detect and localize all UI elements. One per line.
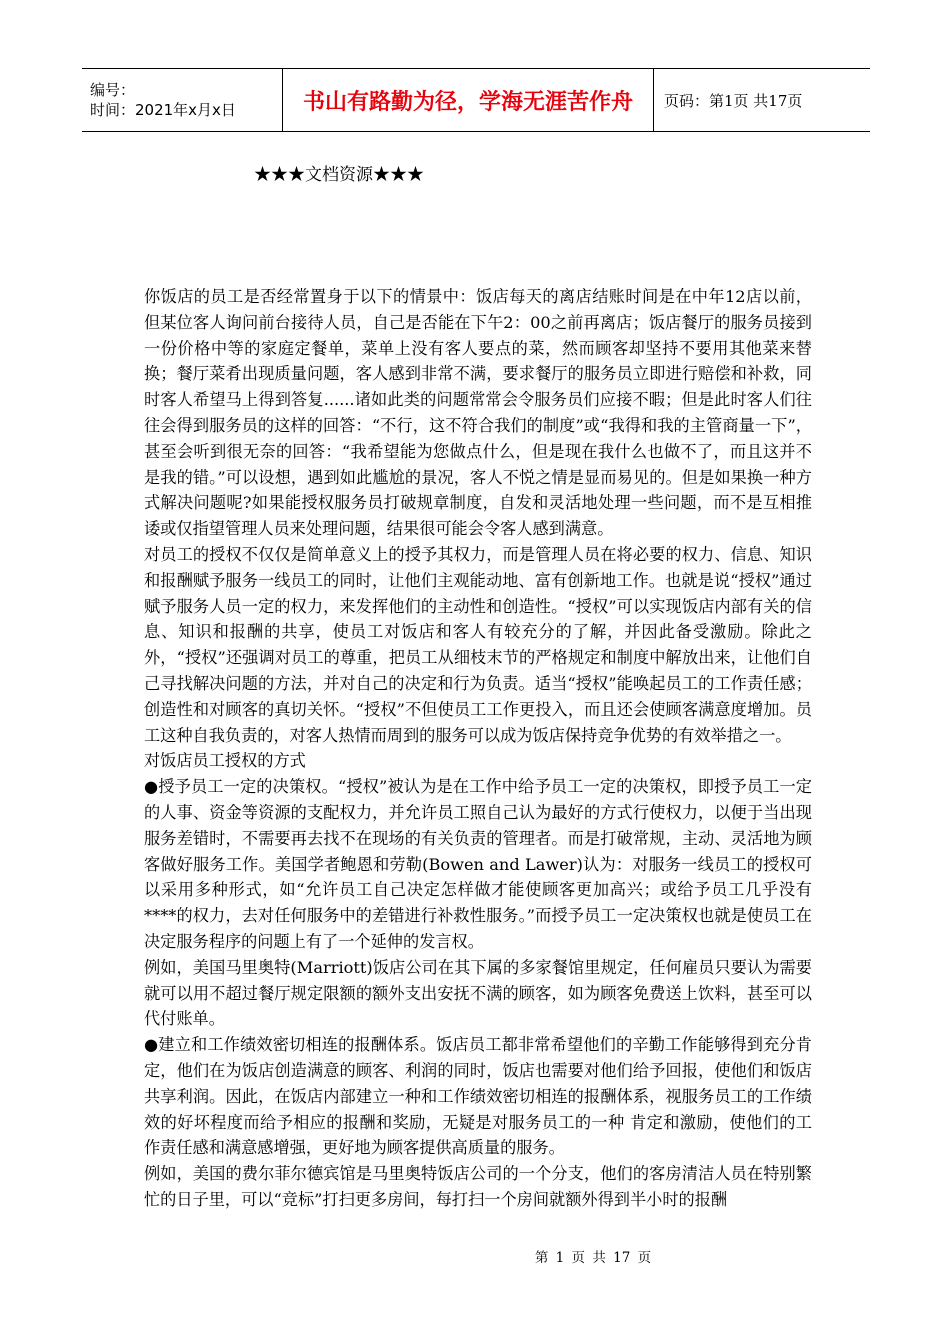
section-heading: 对饭店员工授权的方式	[144, 751, 306, 771]
document-date: 时间：2021年x月x日	[90, 101, 236, 119]
paragraph: 例如，美国的费尔菲尔德宾馆是马里奥特饭店公司的一个分支，他们的客房清洁人员在特别繁忙的日子里，可以“竞标”打扫更多房间，每打扫一个房间就额外得到半小时的报酬	[144, 1164, 812, 1209]
document-banner: ★★★文档资源★★★	[254, 165, 424, 185]
header-meta	[82, 69, 282, 131]
header-motto: 书山有路勤为径，学海无涯苦作舟	[282, 69, 654, 131]
header-page-info: 页码：第1页 共17页	[664, 91, 803, 110]
page-header	[82, 68, 870, 132]
paragraph: 对员工的授权不仅仅是简单意义上的授予其权力，而是管理人员在将必要的权力、信息、知识和报酬赋予服务一线员工的同时，让他们主观能动地、富有创新地工作。也就是说“授权”通过赋予服务人员一定的权力，来发挥他们的主动性和创造性。“授权”可以实现饭店内部有关的信息、知识和报酬的共享，使员工对饭店和客人有较充分的了解，并因此备受激励。除此之外，“授权”还强调对员工的尊重，把员工从细枝末节的严格规定和制度中解放出来，让他们自己寻找解决问题的方法，并对自己的决定和行为负责。适当“授权”能唤起员工的工作责任感；创造性和对顾客的真切关怀。“授权”不但使员工工作更投入，而且还会使顾客满意度增加。员工这种自我负责的，对客人热情而周到的服务可以成为饭店保持竞争优势的有效举措之一。	[144, 544, 812, 745]
paragraph: ●授予员工一定的决策权。“授权”被认为是在工作中给予员工一定的决策权，即授予员工一定的人事、资金等资源的支配权力，并允许员工照自己认为最好的方式行使权力，以便于当出现服务差错时，不需要再去找不在现场的有关负责的管理者。而是打破常规，主动、灵活地为顾客做好服务工作。美国学者鲍恩和劳勒(Bowen and Lawer)认为：对服务一线员工的授权可以采用多种形式，如“允许员工自己决定怎样做才能使顾客更加高兴；或给予员工几乎没有****的权力，去对任何服务中的差错进行补救性服务。”而授予员工一定决策权也就是使员工在决定服务程序的问题上有了一个延伸的发言权。	[144, 777, 812, 951]
page-footer: 第 1 页 共 17 页	[534, 1250, 652, 1266]
paragraph: 你饭店的员工是否经常置身于以下的情景中：饭店每天的离店结账时间是在中年12店以前，但某位客人询问前台接待人员，自己是否能在下午2：00之前再离店；饭店餐厅的服务员接到一份价格中等的家庭定餐单，菜单上没有客人要点的菜，然而顾客却坚持不要用其他菜来替换；餐厅菜肴出现质量问题，客人感到非常不满，要求餐厅的服务员立即进行赔偿和补救，同时客人希望马上得到答复......诸如此类的问题常常会令服务员们应接不暇；但是此时客人们往往会得到服务员的这样的回答：“不行，这不符合我们的制度”或“我得和我的主管商量一下”，甚至会听到很无奈的回答：“我希望能为您做点什么，但是现在我什么也做不了，而且这并不是我的错。”可以设想，遇到如此尴尬的景况，客人不悦之情是显而易见的。但是如果换一种方式解决问题呢?如果能授权服务员打破规章制度，自发和灵活地处理一些问题，而不是互相推诿或仅指望管理人员来处理问题，结果很可能会令客人感到满意。	[144, 287, 812, 539]
document-number-label: 编号：	[90, 81, 136, 99]
document-body	[144, 284, 812, 1213]
paragraph: ●建立和工作绩效密切相连的报酬体系。饭店员工都非常希望他们的辛勤工作能够得到充分肯定，他们在为饭店创造满意的顾客、利润的同时，饭店也需要对他们给予回报，使他们和饭店共享利润。因此，在饭店内部建立一种和工作绩效密切相连的报酬体系，视服务员工的工作绩效的好坏程度而给予相应的报酬和奖励，无疑是对服务员工的一种 肯定和激励，使他们的工作责任感和满意感增强，更好地为顾客提供高质量的服务。	[144, 1035, 812, 1158]
paragraph: 例如，美国马里奥特(Marriott)饭店公司在其下属的多家餐馆里规定，任何雇员只要认为需要就可以用不超过餐厅规定限额的额外支出安抚不满的顾客，如为顾客免费送上饮料，甚至可以代付账单。	[144, 957, 812, 1029]
